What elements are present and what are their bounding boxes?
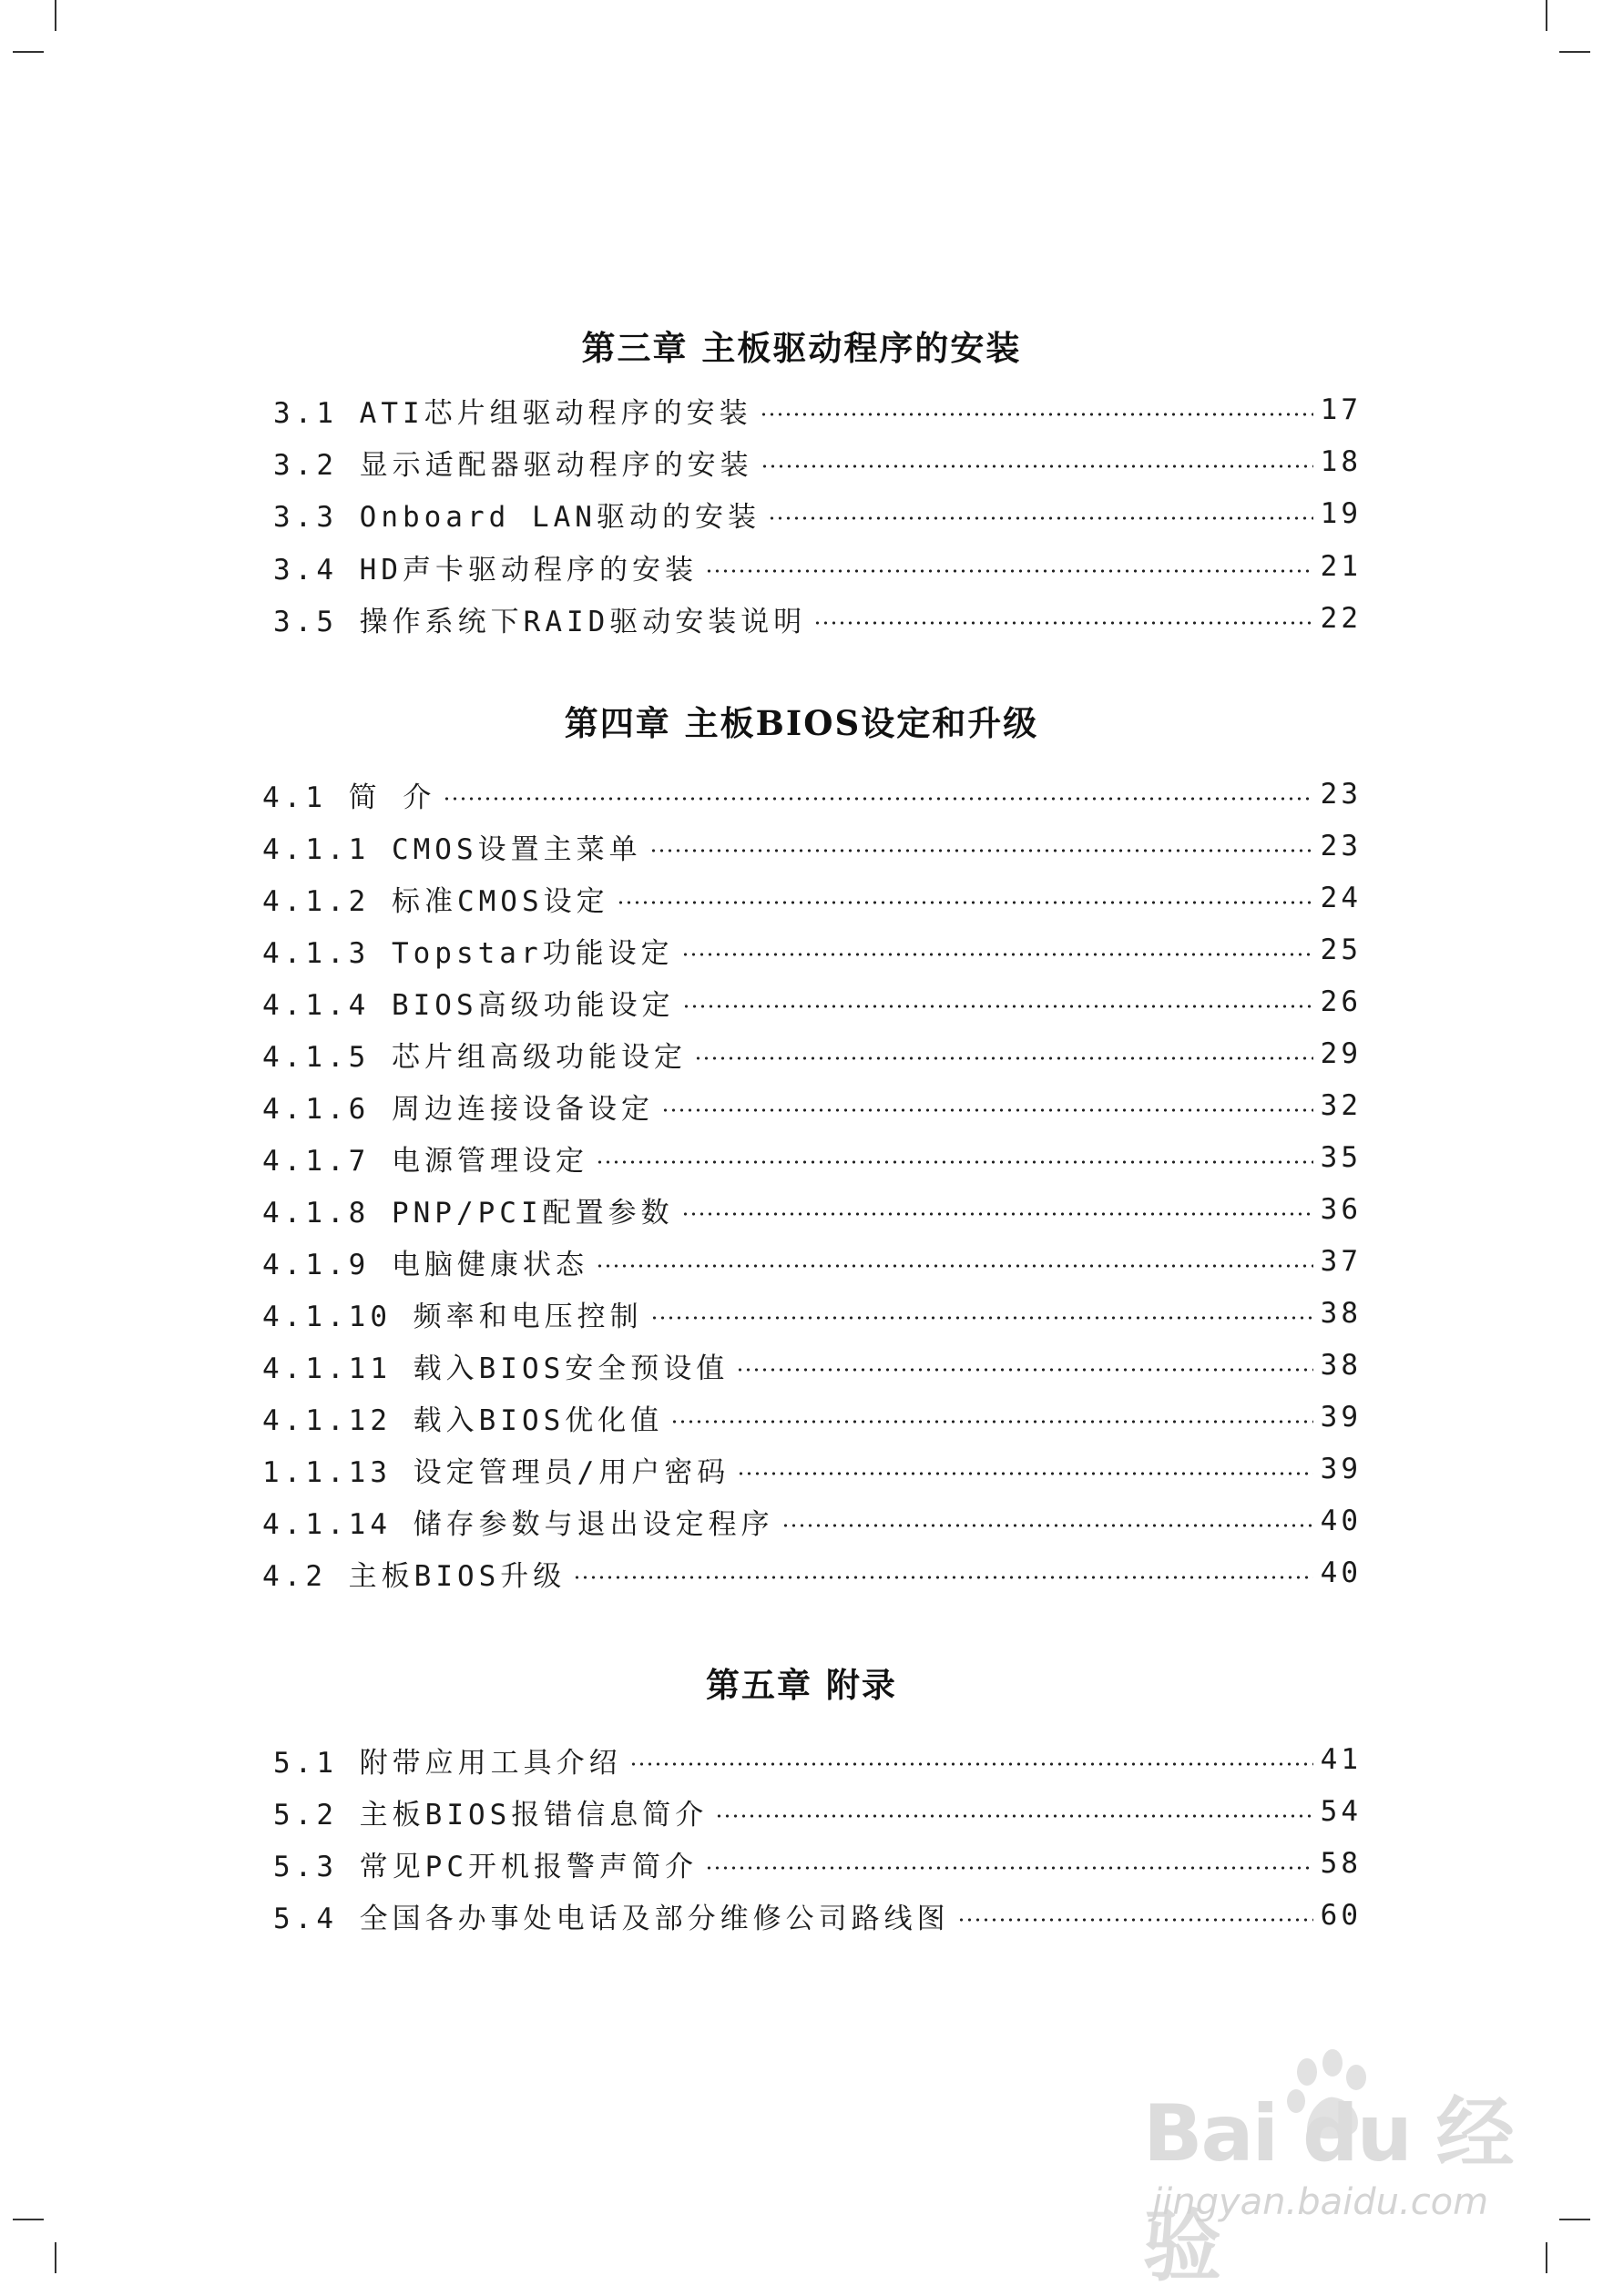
toc-entry[interactable] [273, 442, 1362, 482]
crop-mark [55, 0, 56, 31]
toc-entry[interactable] [262, 1293, 1362, 1333]
toc-entry[interactable] [262, 1086, 1362, 1126]
dot-leader [813, 621, 1312, 625]
dot-leader [694, 1056, 1313, 1060]
toc-entry-page: 60 [1320, 1899, 1362, 1932]
dot-leader [573, 1576, 1312, 1579]
toc-entry-page: 38 [1320, 1297, 1362, 1330]
dot-leader [736, 1368, 1312, 1372]
toc-entry[interactable] [273, 1740, 1362, 1780]
dot-leader [705, 1866, 1313, 1870]
toc-entry-page: 23 [1320, 778, 1362, 811]
toc-entry-page: 21 [1320, 550, 1362, 583]
dot-leader [629, 1762, 1313, 1766]
toc-entry-page: 36 [1320, 1193, 1362, 1226]
toc-entry-page: 24 [1320, 882, 1362, 914]
dot-leader [761, 464, 1313, 468]
toc-entry[interactable] [262, 774, 1362, 814]
toc-entry-page: 18 [1320, 445, 1362, 478]
dot-leader [617, 901, 1313, 904]
crop-mark [13, 2219, 44, 2220]
toc-entry[interactable] [262, 1241, 1362, 1281]
toc-entry[interactable] [273, 1791, 1362, 1832]
toc-entry-page: 39 [1320, 1401, 1362, 1434]
toc-entry-label: 5.2 主板BIOS报错信息简介 [273, 1798, 709, 1832]
toc-entry-page: 40 [1320, 1556, 1362, 1589]
toc-entry-label: 5.4 全国各办事处电话及部分维修公司路线图 [273, 1902, 950, 1935]
toc-entry-page: 37 [1320, 1245, 1362, 1278]
crop-mark [1559, 51, 1590, 53]
toc-entry[interactable] [262, 1189, 1362, 1230]
toc-entry-page: 54 [1320, 1795, 1362, 1828]
dot-leader [681, 1212, 1313, 1216]
toc-entry-label: 4.1.10 频率和电压控制 [262, 1300, 643, 1333]
dot-leader [715, 1814, 1312, 1818]
dot-leader [781, 1524, 1313, 1527]
crop-mark [13, 51, 44, 53]
toc-entry-label: 3.2 显示适配器驱动程序的安装 [273, 448, 753, 482]
toc-entry-page: 19 [1320, 497, 1362, 530]
toc-entry-page: 26 [1320, 985, 1362, 1018]
toc-entry[interactable] [273, 1895, 1362, 1935]
toc-entry[interactable] [273, 1843, 1362, 1883]
toc-entry[interactable] [262, 982, 1362, 1022]
dot-leader [670, 1420, 1312, 1424]
dot-leader [681, 953, 1313, 956]
toc-entry-page: 29 [1320, 1037, 1362, 1070]
dot-leader [760, 413, 1313, 416]
toc-entry-page: 58 [1320, 1847, 1362, 1880]
chapter-title: 第三章 主板驱动程序的安装 [581, 328, 1022, 368]
toc-entry-label: 4.1.5 芯片组高级功能设定 [262, 1040, 687, 1074]
toc-entry-page: 22 [1320, 602, 1362, 635]
toc-entry[interactable] [262, 1449, 1362, 1489]
dot-leader [650, 1316, 1313, 1320]
toc-entry[interactable] [262, 1034, 1362, 1074]
chapter-title: 第四章 主板BIOS设定和升级 [564, 703, 1039, 743]
toc-entry-label: 4.1.6 周边连接设备设定 [262, 1092, 654, 1126]
toc-entry-label: 4.1.7 电源管理设定 [262, 1144, 588, 1178]
toc-entry-label: 4.1 简 介 [262, 781, 436, 814]
toc-entry-page: 25 [1320, 934, 1362, 966]
dot-leader [705, 569, 1313, 573]
baidu-jingyan-watermark [1143, 2045, 1544, 2292]
toc-entry-label: 5.1 附带应用工具介绍 [273, 1746, 622, 1780]
toc-entry[interactable] [273, 546, 1362, 587]
dot-leader [649, 849, 1313, 852]
toc-entry-label: 3.3 Onboard LAN驱动的安装 [273, 500, 761, 534]
toc-entry[interactable] [262, 930, 1362, 970]
toc-entry-label: 4.1.11 载入BIOS安全预设值 [262, 1352, 730, 1385]
toc-entry-label: 4.1.8 PNP/PCI配置参数 [262, 1196, 674, 1230]
dot-leader [596, 1160, 1313, 1164]
toc-entry[interactable] [273, 494, 1362, 534]
dot-leader [661, 1108, 1313, 1112]
toc-entry[interactable] [273, 598, 1362, 638]
toc-entry[interactable] [262, 1501, 1362, 1541]
toc-entry-label: 3.1 ATI芯片组驱动程序的安装 [273, 396, 752, 430]
toc-entry-page: 17 [1320, 393, 1362, 426]
toc-entry-page: 39 [1320, 1453, 1362, 1485]
crop-mark [1546, 2242, 1547, 2273]
toc-entry-label: 4.1.14 储存参数与退出设定程序 [262, 1507, 774, 1541]
toc-entry[interactable] [262, 1397, 1362, 1437]
toc-entry-label: 4.1.1 CMOS设置主菜单 [262, 832, 642, 866]
toc-entry-label: 4.1.9 电脑健康状态 [262, 1248, 588, 1281]
toc-entry-label: 4.1.12 载入BIOS优化值 [262, 1403, 664, 1437]
toc-entry[interactable] [262, 826, 1362, 866]
toc-entry[interactable] [262, 1345, 1362, 1385]
toc-entry-label: 4.1.2 标准CMOS设定 [262, 884, 609, 918]
crop-mark [1559, 2219, 1590, 2220]
crop-mark [1546, 0, 1547, 31]
toc-entry-page: 32 [1320, 1089, 1362, 1122]
toc-entry-label: 3.5 操作系统下RAID驱动安装说明 [273, 605, 807, 638]
toc-entry-label: 5.3 常见PC开机报警声简介 [273, 1850, 698, 1883]
toc-entry[interactable] [273, 390, 1362, 430]
toc-entry-label: 4.2 主板BIOS升级 [262, 1559, 567, 1593]
crop-mark [55, 2242, 56, 2273]
toc-entry[interactable] [262, 1138, 1362, 1178]
toc-entry-label: 4.1.3 Topstar功能设定 [262, 936, 674, 970]
toc-entry-page: 40 [1320, 1505, 1362, 1537]
watermark-url: jingyan.baidu.com [1152, 2181, 1489, 2223]
toc-entry-page: 38 [1320, 1349, 1362, 1382]
dot-leader [768, 516, 1313, 520]
toc-entry-page: 35 [1320, 1141, 1362, 1174]
watermark-logo: Bai du 经验 [1143, 2088, 1513, 2292]
toc-entry-label: 3.4 HD声卡驱动程序的安装 [273, 553, 698, 587]
dot-leader [957, 1918, 1313, 1922]
dot-leader [737, 1472, 1312, 1475]
toc-entry[interactable] [262, 878, 1362, 918]
dot-leader [682, 1005, 1313, 1008]
dot-leader [443, 797, 1312, 801]
toc-entry-label: 4.1.4 BIOS高级功能设定 [262, 988, 675, 1022]
toc-entry-page: 23 [1320, 830, 1362, 862]
toc-entry[interactable] [262, 1553, 1362, 1593]
chapter-title: 第五章 附录 [706, 1665, 897, 1705]
dot-leader [596, 1264, 1313, 1268]
toc-entry-label: 1.1.13 设定管理员/用户密码 [262, 1455, 730, 1489]
toc-entry-page: 41 [1320, 1743, 1362, 1776]
